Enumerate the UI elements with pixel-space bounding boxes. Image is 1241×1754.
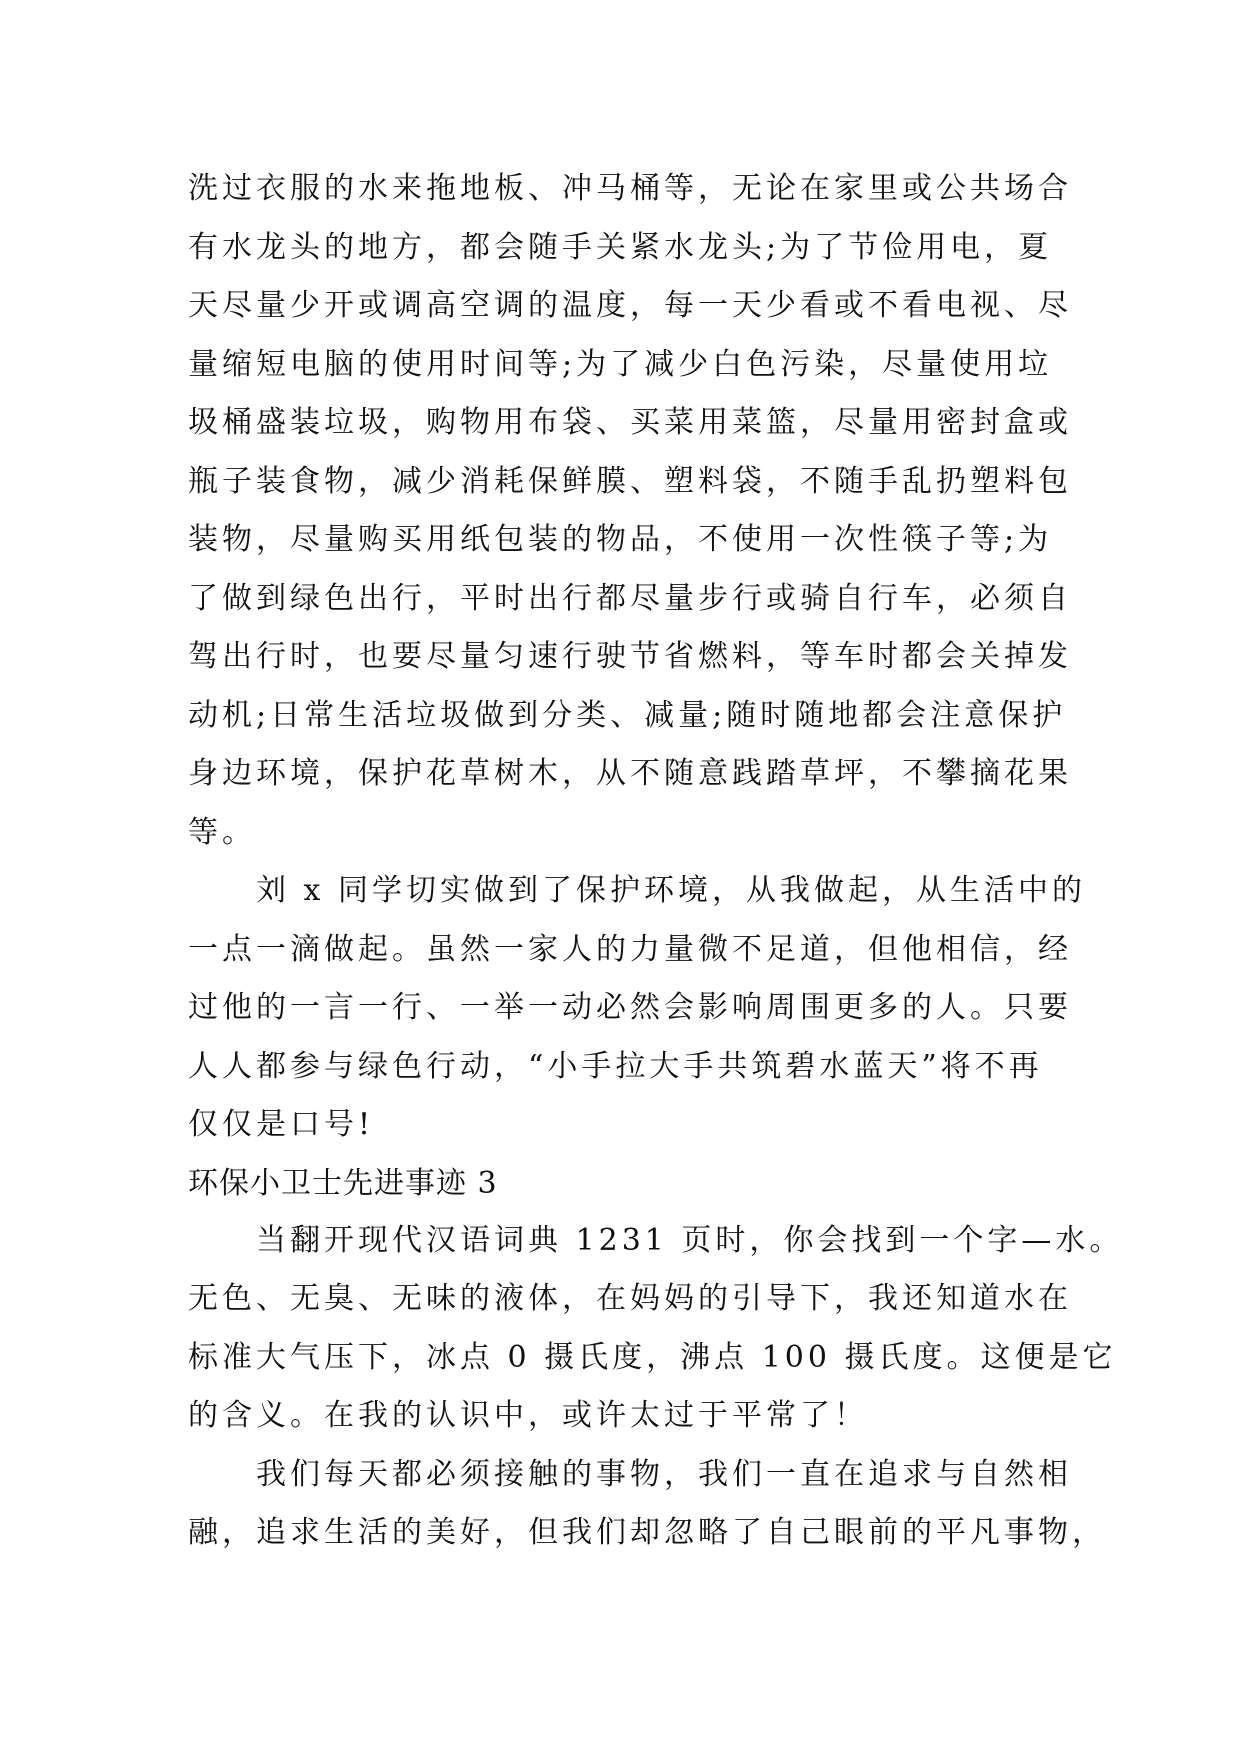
paragraph-1	[188, 160, 1072, 862]
text-line: 有水龙头的地方，都会随手关紧水龙头;为了节俭用电，夏	[188, 229, 1053, 265]
text-line: 动机;日常生活垃圾做到分类、减量;随时随地都会注意保护	[188, 697, 1067, 733]
text-line: 仅仅是口号!	[188, 1107, 375, 1142]
section-title: 环保小卫士先进事迹 3	[188, 1165, 498, 1201]
text-line: 瓶子装食物，减少消耗保鲜膜、塑料袋，不随手乱扔塑料包	[188, 463, 1072, 499]
paragraph-4	[188, 1446, 1106, 1563]
text-line: 人人都参与绿色行动，“小手拉大手共筑碧水蓝天”将不再	[188, 1048, 1043, 1084]
text-line: 洗过衣服的水来拖地板、冲马桶等，无论在家里或公共场合	[188, 171, 1072, 206]
text-line: 一点一滴做起。虽然一家人的力量微不足道，但他相信，经	[188, 931, 1072, 967]
document-body	[188, 160, 1124, 1563]
text-line: 装物，尽量购买用纸包装的物品，不使用一次性筷子等;为	[188, 522, 1053, 557]
paragraph-3	[188, 1212, 1124, 1446]
text-line: 身边环境，保护花草树木，从不随意践踏草坪，不攀摘花果	[188, 756, 1072, 791]
text-line: 等。	[188, 814, 256, 850]
text-line: 的含义。在我的认识中，或许太过于平常了！	[188, 1398, 868, 1433]
text-line: 了做到绿色出行，平时出行都尽量步行或骑自行车，必须自	[188, 580, 1072, 616]
text-line: 天尽量少开或调高空调的温度，每一天少看或不看电视、尽	[188, 288, 1072, 323]
text-line: 我们每天都必须接触的事物，我们一直在追求与自然相	[188, 1456, 1072, 1492]
text-line: 刘 x 同学切实做到了保护环境，从我做起，从生活中的	[188, 873, 1086, 908]
text-line: 无色、无臭、无味的液体，在妈妈的引导下，我还知道水在	[188, 1281, 1072, 1316]
text-line: 标准大气压下，冰点 0 摄氏度，沸点 100 摄氏度。这便是它	[188, 1339, 1117, 1375]
text-line: 驾出行时，也要尽量匀速行驶节省燃料，等车时都会关掉发	[188, 639, 1072, 674]
text-line: 圾桶盛装垃圾，购物用布袋、买菜用菜篮，尽量用密封盒或	[188, 405, 1072, 440]
text-line: 融，追求生活的美好，但我们却忽略了自己眼前的平凡事物，	[188, 1515, 1106, 1550]
text-line: 当翻开现代汉语词典 1231 页时，你会找到一个字—水。	[188, 1222, 1124, 1258]
paragraph-2	[188, 862, 1086, 1155]
text-line: 过他的一言一行、一举一动必然会影响周围更多的人。只要	[188, 990, 1072, 1025]
text-line: 量缩短电脑的使用时间等;为了减少白色污染，尽量使用垃	[188, 346, 1053, 382]
